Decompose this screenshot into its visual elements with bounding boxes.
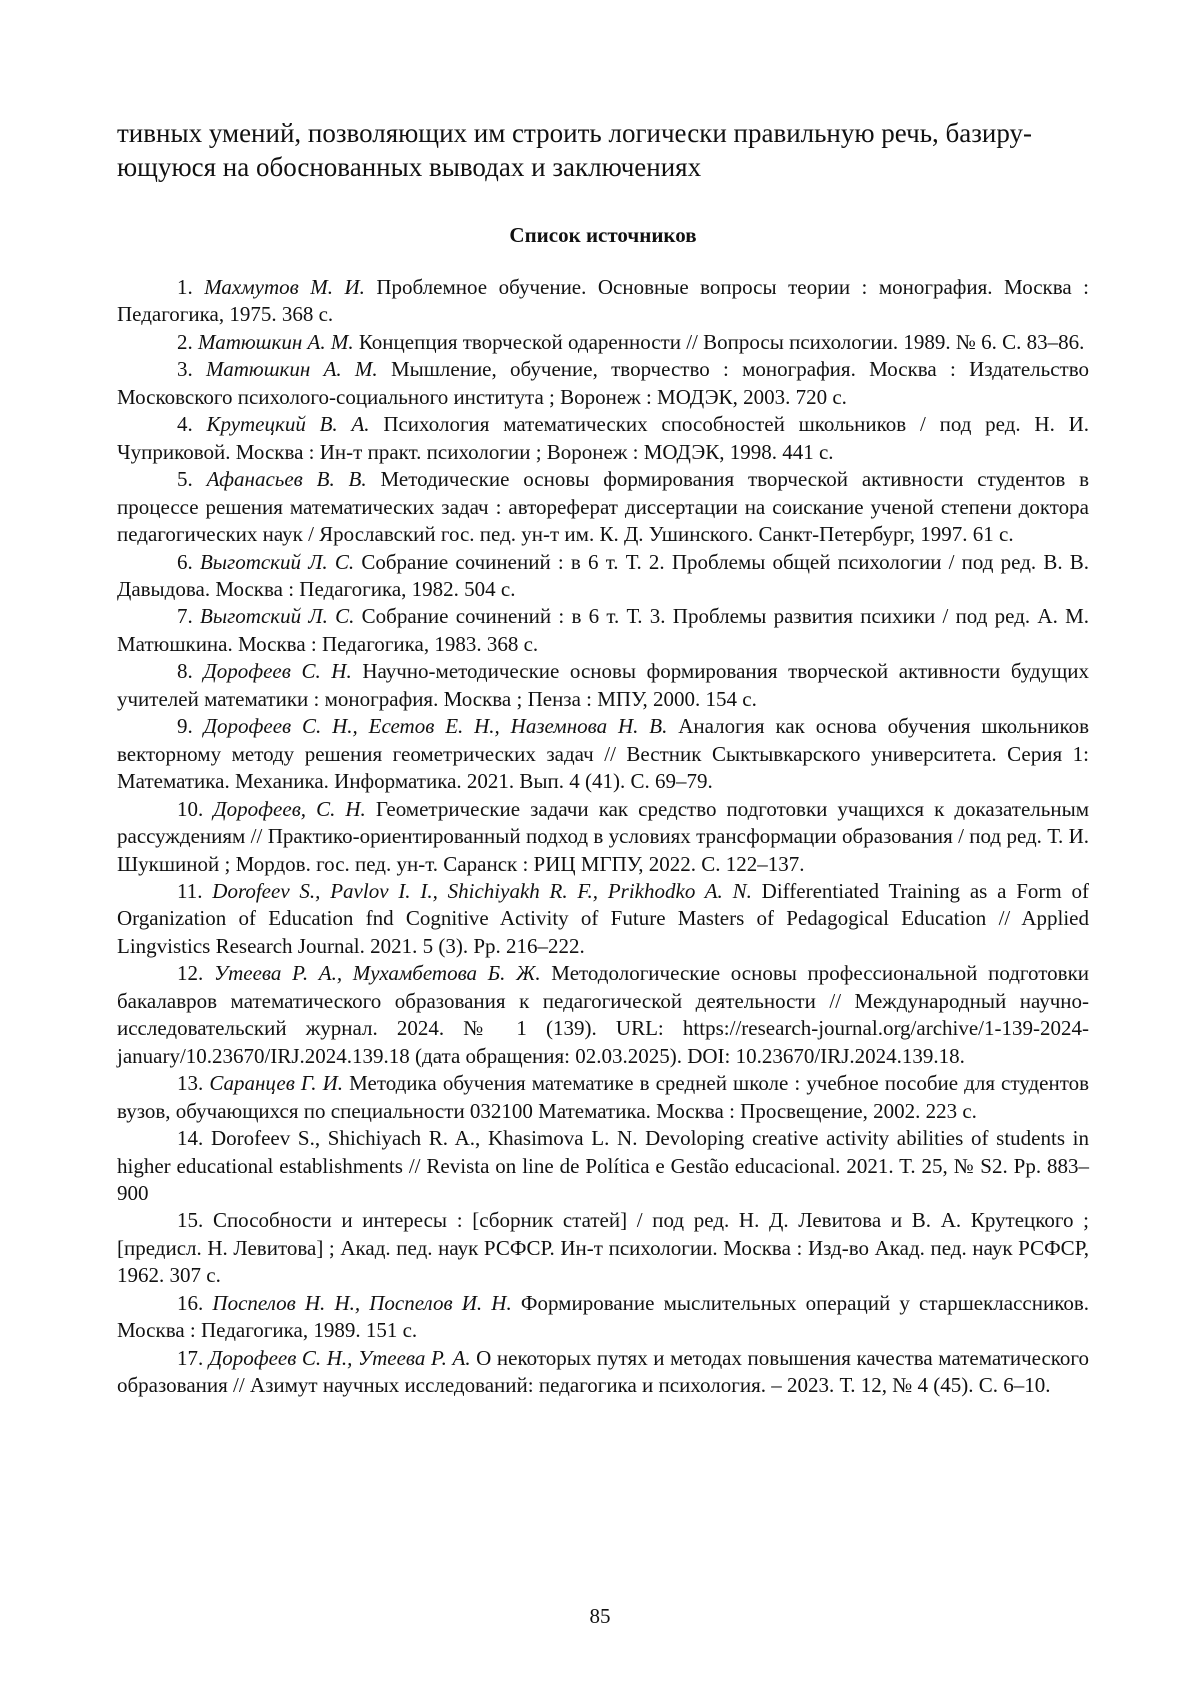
reference-authors: Утеева Р. А., Мухамбетова Б. Ж. xyxy=(213,961,541,986)
reference-number: 12. xyxy=(177,961,204,986)
reference-number: 16. xyxy=(177,1290,204,1315)
references-heading: Список источников xyxy=(509,223,697,247)
intro-paragraph xyxy=(117,116,1089,184)
reference-authors: Выготский Л. С. xyxy=(199,549,355,574)
reference-authors: Афанасьев В. В. xyxy=(206,467,367,492)
reference-item xyxy=(117,713,1089,795)
reference-text: Научно-методические основы формирования творческой активности будущих учителей математики : монография. Москва ; Пенза : МПУ, 2000. 154 с. xyxy=(117,659,1090,711)
reference-item xyxy=(117,329,1089,356)
reference-authors: Матюшкин А. М. xyxy=(206,357,378,382)
reference-text: Формирование мыслительных операций у старшеклассников. Москва : Педагогика, 1989. 151 с. xyxy=(117,1290,1089,1343)
reference-text: Проблемное обучение. Основные вопросы теории : монография. Москва : Педагогика, 1975. 368 с. xyxy=(117,275,1090,327)
reference-number: 3. xyxy=(177,357,193,382)
reference-text: Мышление, обучение, творчество : монография. Москва : Издательство Московского психолого-социального института ; Воронеж : МОДЭК, 2003. 720 с. xyxy=(117,357,1090,409)
reference-text: Differentiated Training as a Form of Organization of Education fnd Cognitive Activity of Future Masters of Pedagogical Education // Applied Lingvistics Research Journal. 2021. 5 (3). Pp. 216–222. xyxy=(117,878,1090,958)
reference-text: О некоторых путях и методах повышения качества математического образования // Азимут научных исследований: педагогика и психология. – 2023. Т. 12, № 4 (45). С. 6–10. xyxy=(117,1345,1090,1398)
reference-item xyxy=(117,1345,1089,1400)
reference-authors: Махмутов М. И. xyxy=(204,275,365,299)
reference-text: Аналогия как основа обучения школьников векторному методу решения геометрических задач // Вестник Сыктывкарского университета. Серия 1: Математика. Механика. Информатика. 2021. Вып. 4 (41). С. 69–79. xyxy=(117,714,1089,794)
reference-text: Концепция творческой одаренности // Вопросы психологии. 1989. № 6. С. 83–86. xyxy=(358,329,1085,354)
references-list xyxy=(117,274,1089,1400)
reference-number: 10. xyxy=(177,796,204,821)
reference-number: 6. xyxy=(177,549,193,574)
reference-number: 13. xyxy=(177,1071,204,1096)
reference-item xyxy=(117,411,1089,466)
reference-number: 4. xyxy=(177,412,193,437)
reference-authors: Дорофеев С. Н., Утеева Р. А. xyxy=(208,1345,471,1370)
reference-number: 5. xyxy=(177,467,193,492)
reference-item xyxy=(117,658,1089,713)
reference-text: Методика обучения математике в средней школе : учебное пособие для студентов вузов, обучающихся по специальности 032100 Математика. Москва : Просвещение, 2002. 223 с. xyxy=(117,1071,1090,1123)
reference-item xyxy=(117,603,1089,658)
reference-authors: Дорофеев С. Н. xyxy=(203,659,352,684)
reference-item xyxy=(117,796,1089,878)
reference-number: 7. xyxy=(177,604,193,629)
reference-authors: Матюшкин А. М. xyxy=(198,329,354,354)
reference-item xyxy=(117,466,1089,548)
reference-number: 14. xyxy=(177,1126,204,1151)
reference-text: Собрание сочинений : в 6 т. Т. 2. Проблемы общей психологии / под ред. В. В. Давыдова. Москва : Педагогика, 1982. 504 с. xyxy=(117,549,1090,601)
reference-item xyxy=(117,1070,1089,1125)
reference-number: 1. xyxy=(177,275,193,299)
reference-number: 17. xyxy=(177,1345,204,1370)
intro-line-2: ющуюся на обоснованных выводах и заключениях xyxy=(117,152,702,182)
reference-authors: Выготский Л. С. xyxy=(200,604,355,629)
reference-text: Методические основы формирования творческой активности студентов в процессе решения математических задач : автореферат диссертации на соискание ученой степени доктора педагогических наук / Ярославский гос. пед. ун-т им. К. Д. Ушинского. Санкт-Петербург, 1997. 61 с. xyxy=(117,467,1090,547)
reference-authors: Крутецкий В. А. xyxy=(206,412,370,437)
reference-text: Собрание сочинений : в 6 т. Т. 3. Проблемы развития психики / под ред. А. М. Матюшкина. Москва : Педагогика, 1983. 368 с. xyxy=(117,604,1090,656)
reference-authors: Поспелов Н. Н., Поспелов И. Н. xyxy=(212,1290,512,1315)
reference-text: Dorofeev S., Shichiyach R. A., Khasimova L. N. Devoloping creative activity abilities of students in higher educational establishments // Revista on line de Política e Gestão educacional. 2021. T. 25, № S2. Pp. 883–900 xyxy=(117,1126,1090,1205)
reference-text: Геометрические задачи как средство подготовки учащихся к доказательным рассуждениям // Практико-ориентированный подход в условиях трансформации образования / под ред. Т. И. Шукшиной ; Мордов. гос. пед. ун-т. Саранск : РИЦ МГПУ, 2022. С. 122–137. xyxy=(117,796,1089,876)
reference-authors: Саранцев Г. И. xyxy=(209,1071,344,1096)
reference-authors: Дорофеев, С. Н. xyxy=(213,796,366,821)
reference-item xyxy=(117,1290,1089,1345)
intro-line-1: тивных умений, позволяющих им строить логически правильную речь, базиру- xyxy=(117,118,1032,148)
reference-number: 15. xyxy=(177,1208,204,1233)
reference-item xyxy=(117,1207,1089,1289)
reference-text: Психология математических способностей школьников / под ред. Н. И. Чуприковой. Москва : Ин-т практ. психологии ; Воронеж : МОДЭК, 1998. 441 с. xyxy=(117,412,1090,464)
page-number: 85 xyxy=(589,1604,611,1628)
reference-number: 9. xyxy=(177,714,193,739)
reference-authors: Дорофеев С. Н., Есетов Е. Н., Наземнова Н. В. xyxy=(203,714,668,739)
reference-item xyxy=(117,274,1089,329)
reference-item xyxy=(117,1125,1089,1207)
reference-number: 2. xyxy=(177,329,193,354)
reference-item xyxy=(117,549,1089,604)
reference-item xyxy=(117,878,1089,960)
reference-item xyxy=(117,356,1089,411)
reference-number: 8. xyxy=(177,659,193,684)
reference-item xyxy=(117,960,1089,1070)
reference-authors: Dorofeev S., Pavlov I. I., Shichiyakh R. F., Prikhodko A. N. xyxy=(212,878,752,903)
reference-text: Способности и интересы : [сборник статей] / под ред. Н. Д. Левитова и В. А. Крутецкого ; [предисл. Н. Левитова] ; Акад. пед. наук РСФСР. Ин-т психологии. Москва : Изд-во Акад. пед. наук РСФСР, 1962. 307 с. xyxy=(117,1208,1090,1288)
reference-text: Методологические основы профессиональной подготовки бакалавров математического образования к педагогической деятельности // Международный научно-исследовательский журнал. 2024. № 1 (139). URL: https://research-journal.org/archive/1-139-2024-january/10.23670/IRJ.2024.139.18 (дата обращения: 02.03.2025). DOI: 10.23670/IRJ.2024.139.18. xyxy=(117,961,1090,1068)
text-area xyxy=(117,116,1089,1400)
reference-number: 11. xyxy=(177,878,203,903)
